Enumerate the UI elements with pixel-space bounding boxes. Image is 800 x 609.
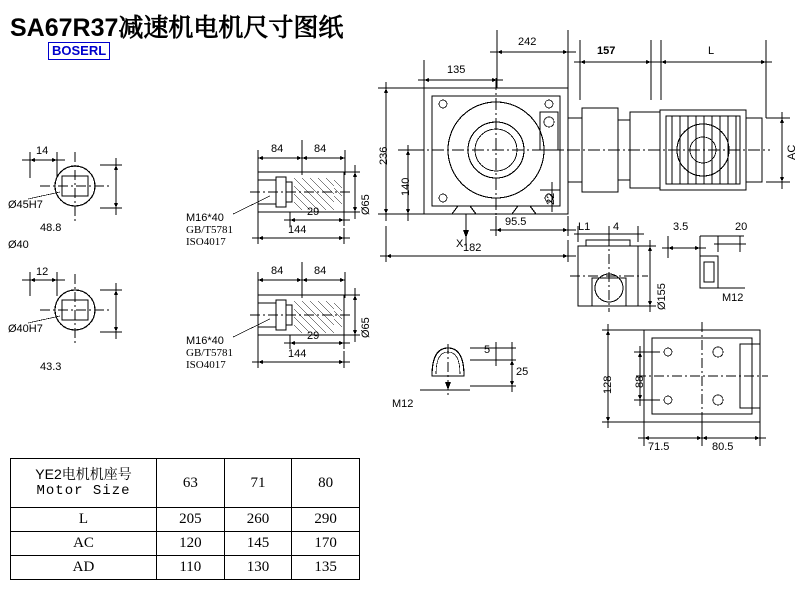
table-cell-ad-71: 130 xyxy=(224,556,292,580)
dim-left-bottom-shaft-width: 12 xyxy=(36,266,49,278)
dim-main-95-5: 95.5 xyxy=(505,216,527,228)
dim-side-m12: M12 xyxy=(722,292,744,304)
dim-bottom-80-5: 80.5 xyxy=(712,441,734,453)
dim-side-3-5: 3.5 xyxy=(673,221,689,233)
brand-logo: BOSERL xyxy=(48,42,110,60)
dim-main-ac: AC xyxy=(786,144,798,160)
dim-shaft-bottom-dia: Ø65 xyxy=(360,317,372,338)
table-row-label-ac: AC xyxy=(11,532,157,556)
dim-shaft-bottom-b: 84 xyxy=(314,265,327,277)
table-header-cell xyxy=(11,459,157,508)
dim-side-dia-155: Ø155 xyxy=(656,283,668,310)
table-cell-ac-71: 145 xyxy=(224,532,292,556)
dim-main-motor-width: 157 xyxy=(597,45,616,57)
dim-detail-m12: M12 xyxy=(392,398,414,410)
dim-main-overall-width: 242 xyxy=(518,36,537,48)
table-cell-ac-63: 120 xyxy=(157,532,225,556)
table-size-1: 71 xyxy=(224,459,292,508)
table-row xyxy=(11,508,360,532)
table-cell-ad-80: 135 xyxy=(292,556,360,580)
dim-shaft-top-thread: M16*40 xyxy=(186,212,224,224)
dim-side-l1: L1 xyxy=(578,221,591,233)
dim-left-bottom-height: 43.3 xyxy=(40,361,62,373)
table-header-en: Motor Size xyxy=(36,483,131,499)
dim-shaft-bottom-thread: M16*40 xyxy=(186,335,224,347)
motor-size-table xyxy=(10,458,360,580)
dim-main-182: 182 xyxy=(463,242,482,254)
dim-shaft-top-total: 144 xyxy=(288,224,307,236)
dim-shaft-top-a: 84 xyxy=(271,143,284,155)
dim-main-inner-width: 135 xyxy=(447,64,466,76)
dim-side-4: 4 xyxy=(613,221,620,233)
page-title: SA67R37减速机电机尺寸图纸 xyxy=(10,14,344,42)
table-header-cn: YE2电机机座号 xyxy=(35,466,132,482)
dim-left-top-height: 48.8 xyxy=(40,222,62,234)
dim-shaft-top-c: 29 xyxy=(307,206,320,218)
dim-shaft-top-dia: Ø65 xyxy=(360,194,372,215)
dim-main-height-140: 140 xyxy=(400,177,412,196)
table-row xyxy=(11,532,360,556)
dim-shaft-bottom-c: 29 xyxy=(307,330,320,342)
dim-shaft-top-std1: GB/T5781 xyxy=(186,224,234,236)
dim-side-20: 20 xyxy=(735,221,748,233)
dim-bottom-128: 128 xyxy=(602,375,614,394)
dim-main-motor-len: L xyxy=(708,45,715,57)
dim-main-x-mark: X xyxy=(456,238,464,250)
dim-shaft-top-b: 84 xyxy=(314,143,327,155)
table-row xyxy=(11,556,360,580)
dim-bottom-71-5: 71.5 xyxy=(648,441,670,453)
table-cell-l-80: 290 xyxy=(292,508,360,532)
dim-main-height-236: 236 xyxy=(378,146,390,165)
table-row-header xyxy=(11,459,360,508)
dim-bottom-88: 88 xyxy=(634,375,646,388)
dim-detail-25: 25 xyxy=(516,366,529,378)
dim-left-top-outer: Ø40 xyxy=(8,239,29,251)
table-cell-l-63: 205 xyxy=(157,508,225,532)
dim-shaft-top-std2: ISO4017 xyxy=(186,236,226,248)
table-row-label-l: L xyxy=(11,508,157,532)
dim-shaft-bottom-a: 84 xyxy=(271,265,284,277)
dim-main-22: 22 xyxy=(545,192,557,205)
table-cell-l-71: 260 xyxy=(224,508,292,532)
table-row-label-ad: AD xyxy=(11,556,157,580)
dim-shaft-bottom-std1: GB/T5781 xyxy=(186,347,234,359)
dim-left-bottom-bore: Ø40H7 xyxy=(8,323,43,335)
table-cell-ac-80: 170 xyxy=(292,532,360,556)
dim-left-top-bore: Ø45H7 xyxy=(8,199,43,211)
table-cell-ad-63: 110 xyxy=(157,556,225,580)
table-size-0: 63 xyxy=(157,459,225,508)
dim-shaft-bottom-total: 144 xyxy=(288,348,307,360)
table-size-2: 80 xyxy=(292,459,360,508)
dim-shaft-bottom-std2: ISO4017 xyxy=(186,359,226,371)
dim-detail-5: 5 xyxy=(484,344,491,356)
dim-left-top-shaft-width: 14 xyxy=(36,145,49,157)
